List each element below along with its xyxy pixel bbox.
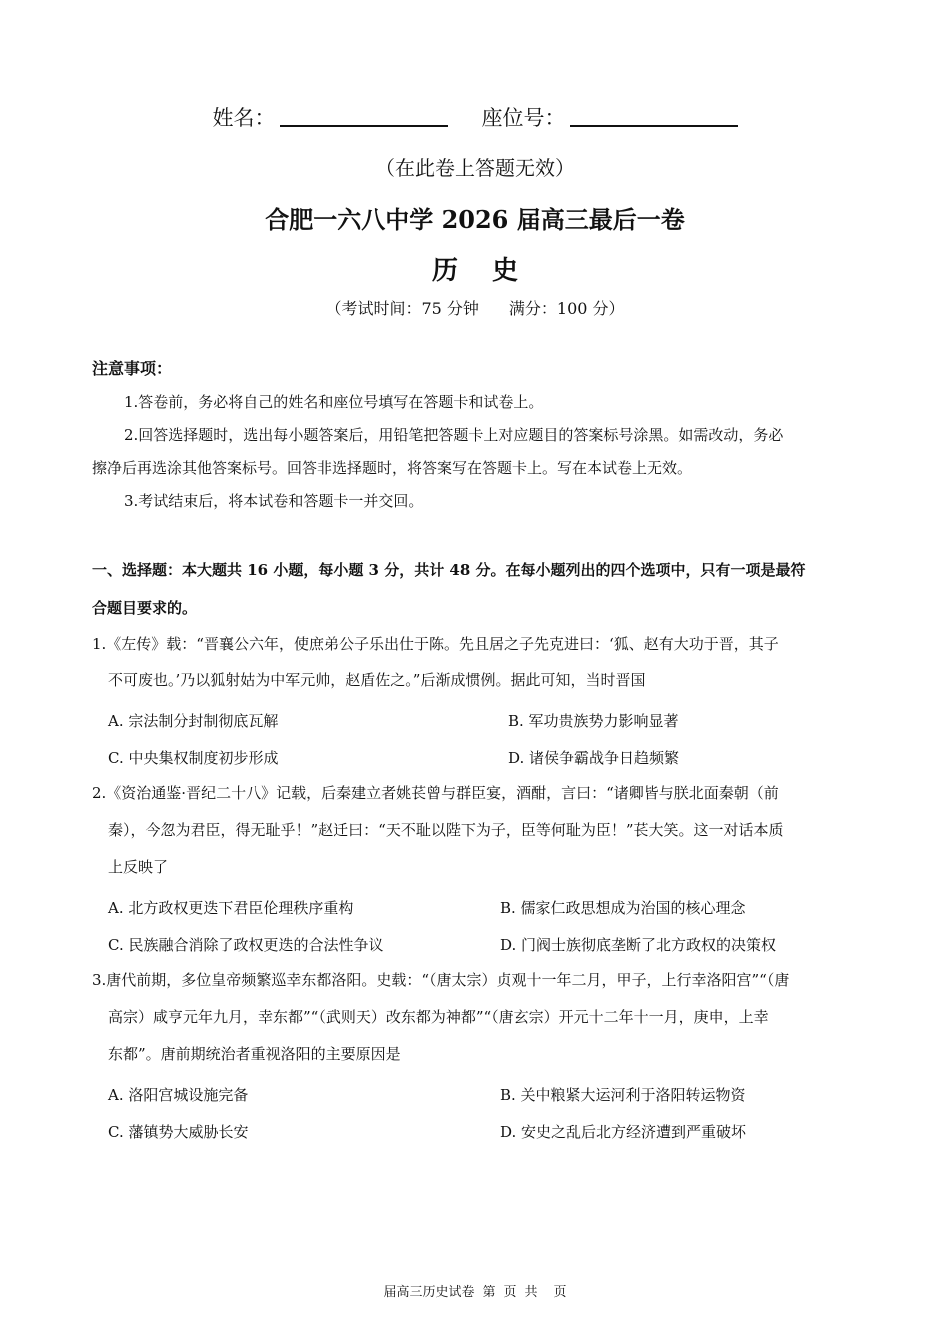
question-1-option-b[interactable]: B. 军功贵族势力影响显著 xyxy=(508,712,679,730)
student-info-line xyxy=(0,102,950,132)
notes-heading: 注意事项： xyxy=(92,359,173,378)
question-3-option-b[interactable]: B. 关中粮紧大运河利于洛阳转运物资 xyxy=(500,1086,746,1104)
footer-total-prefix: 共 xyxy=(524,1285,538,1300)
question-3-option-c[interactable]: C. 藩镇势大威胁长安 xyxy=(108,1123,249,1141)
invalid-note: （在此卷上答题无效） xyxy=(375,156,575,180)
subject-title: 历史 xyxy=(431,256,552,286)
footer-label: 届高三历史试卷 xyxy=(383,1285,475,1300)
seat-blank[interactable] xyxy=(570,105,738,127)
question-2-option-b[interactable]: B. 儒家仁政思想成为治国的核心理念 xyxy=(500,899,746,917)
page-footer xyxy=(0,1281,950,1300)
exam-info xyxy=(0,296,950,319)
footer-page-prefix: 第 xyxy=(482,1285,496,1300)
question-3-text: 3.唐代前期，多位皇帝频繁巡幸东都洛阳。史载：“（唐太宗）贞观十一年二月，甲子，上行幸洛阳宫”“（唐 xyxy=(92,971,790,989)
score-label: 满分：100 分） xyxy=(508,299,625,318)
name-blank[interactable] xyxy=(280,105,448,127)
question-1-option-a[interactable]: A. 宗法制分封制彻底瓦解 xyxy=(108,712,279,730)
question-3-text: 东都”。唐前期统治者重视洛阳的主要原因是 xyxy=(108,1045,401,1063)
question-2-text: 秦），今忽为君臣，得无耻乎！”赵迁曰：“天不耻以陛下为子，臣等何耻为臣！”苌大笑。这一对话本质 xyxy=(108,821,784,839)
question-3-option-d[interactable]: D. 安史之乱后北方经济遭到严重破坏 xyxy=(500,1123,747,1141)
note-item: 1.答卷前，务必将自己的姓名和座位号填写在答题卡和试卷上。 xyxy=(124,393,544,411)
question-3-text: 高宗）咸亨元年九月，幸东都”“（武则天）改东都为神都”“（唐玄宗）开元十二年十一月，庚申，上幸 xyxy=(108,1008,769,1026)
note-item: 擦净后再选涂其他答案标号。回答非选择题时，将答案写在答题卡上。写在本试卷上无效。 xyxy=(92,459,693,477)
footer-page-suffix: 页 xyxy=(503,1285,517,1300)
question-1-option-d[interactable]: D. 诸侯争霸战争日趋频繁 xyxy=(508,749,680,767)
section-heading-cont: 合题目要求的。 xyxy=(92,599,198,617)
question-1-text: 1.《左传》载：“晋襄公六年，使庶弟公子乐出仕于陈。先且居之子先克进曰：‘狐、赵有大功于晋，其子 xyxy=(92,635,779,653)
note-item: 2.回答选择题时，选出每小题答案后，用铅笔把答题卡上对应题目的答案标号涂黑。如需改动，务必 xyxy=(124,426,784,444)
section-heading: 一、选择题：本大题共 16 小题，每小题 3 分，共计 48 分。在每小题列出的四个选项中，只有一项是最符 xyxy=(92,561,806,579)
question-2-option-d[interactable]: D. 门阀士族彻底垄断了北方政权的决策权 xyxy=(500,936,777,954)
name-label: 姓名： xyxy=(212,106,276,130)
seat-label: 座位号： xyxy=(481,106,566,130)
question-2-option-a[interactable]: A. 北方政权更迭下君臣伦理秩序重构 xyxy=(108,899,354,917)
question-3-option-a[interactable]: A. 洛阳宫城设施完备 xyxy=(108,1086,249,1104)
question-2-text: 2.《资治通鉴·晋纪二十八》记载，后秦建立者姚苌曾与群臣宴，酒酣，言曰：“诸卿皆与朕北面秦朝（前 xyxy=(92,784,779,802)
question-2-option-c[interactable]: C. 民族融合消除了政权更迭的合法性争议 xyxy=(108,936,384,954)
question-1-text: 不可废也。’乃以狐射姑为中军元帅，赵盾佐之。”后渐成惯例。据此可知，当时晋国 xyxy=(108,671,646,689)
exam-title: 合肥一六八中学 2026 届高三最后一卷 xyxy=(265,205,685,234)
note-item: 3.考试结束后，将本试卷和答题卡一并交回。 xyxy=(124,492,424,510)
time-label: （考试时间：75 分钟 xyxy=(325,299,479,318)
question-2-text: 上反映了 xyxy=(108,858,169,876)
question-1-option-c[interactable]: C. 中央集权制度初步形成 xyxy=(108,749,279,767)
footer-total-suffix: 页 xyxy=(553,1285,567,1300)
